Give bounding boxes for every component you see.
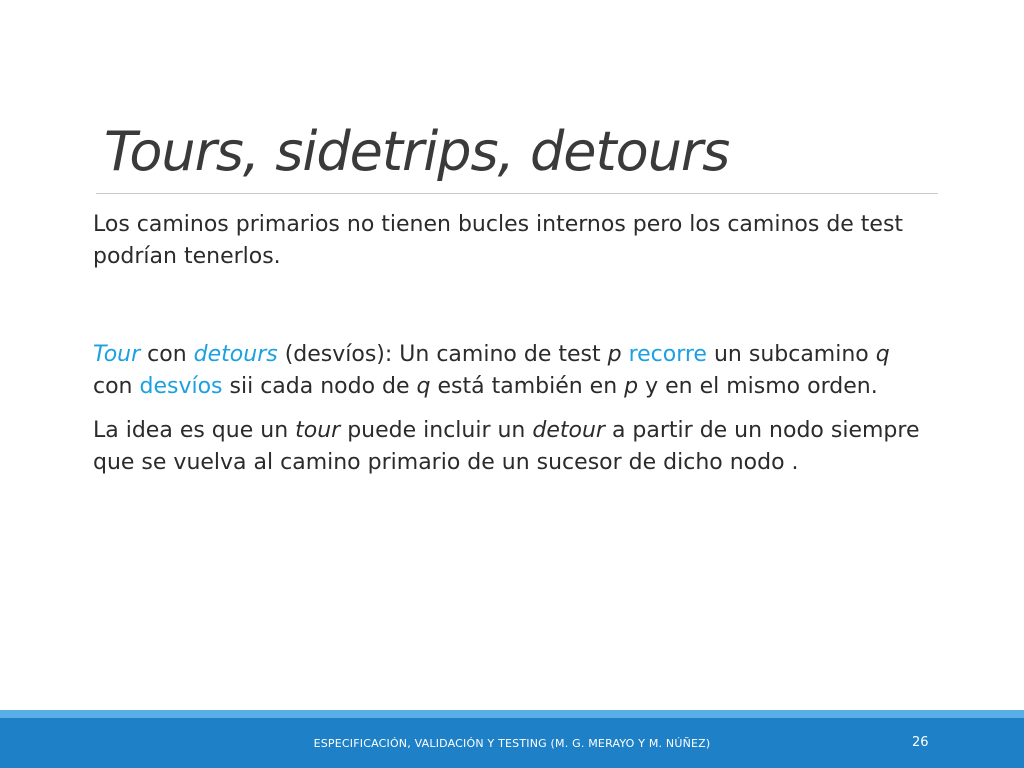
term-detours: detours (193, 342, 278, 367)
text-run: y en el mismo orden. (638, 374, 878, 399)
term-desvios: desvíos (139, 374, 223, 399)
text-run: La idea es que un (93, 418, 296, 443)
title-divider (96, 193, 938, 194)
paragraph-tour-idea (93, 415, 923, 479)
paragraph-primary-paths: Los caminos primarios no tienen bucles internos pero los caminos de test podrían tenerlos. (93, 212, 904, 269)
text-run: sii cada nodo de (222, 374, 417, 399)
text-run: está también en (430, 374, 625, 399)
term-tour: Tour (93, 342, 141, 367)
var-p: p (607, 342, 622, 367)
text-run: a partir de un nodo siempre que se vuelva al camino primario de un sucesor de dicho nodo . (93, 418, 920, 475)
var-q: q (416, 374, 431, 399)
text-run: puede incluir un (340, 418, 533, 443)
slide-title: Tours, sidetrips, detours (104, 120, 730, 183)
var-q: q (875, 342, 890, 367)
term-tour-italic: tour (295, 418, 341, 443)
text-run (622, 342, 629, 367)
text-run: (desvíos): Un camino de test (277, 342, 608, 367)
var-p: p (624, 374, 639, 399)
term-detour-italic: detour (532, 418, 605, 443)
paragraph-tour-definition (93, 339, 923, 403)
text-run: con (93, 374, 140, 399)
text-run: un subcamino (706, 342, 876, 367)
footer-caption: ESPECIFICACIÓN, VALIDACIÓN Y TESTING (M. G. MERAYO Y M. NÚÑEZ) (313, 737, 711, 750)
page-number: 26 (912, 735, 929, 750)
footer-stripe (0, 710, 1024, 718)
text-run: con (140, 342, 194, 367)
slide-body (93, 209, 923, 479)
term-recorre: recorre (628, 342, 707, 367)
